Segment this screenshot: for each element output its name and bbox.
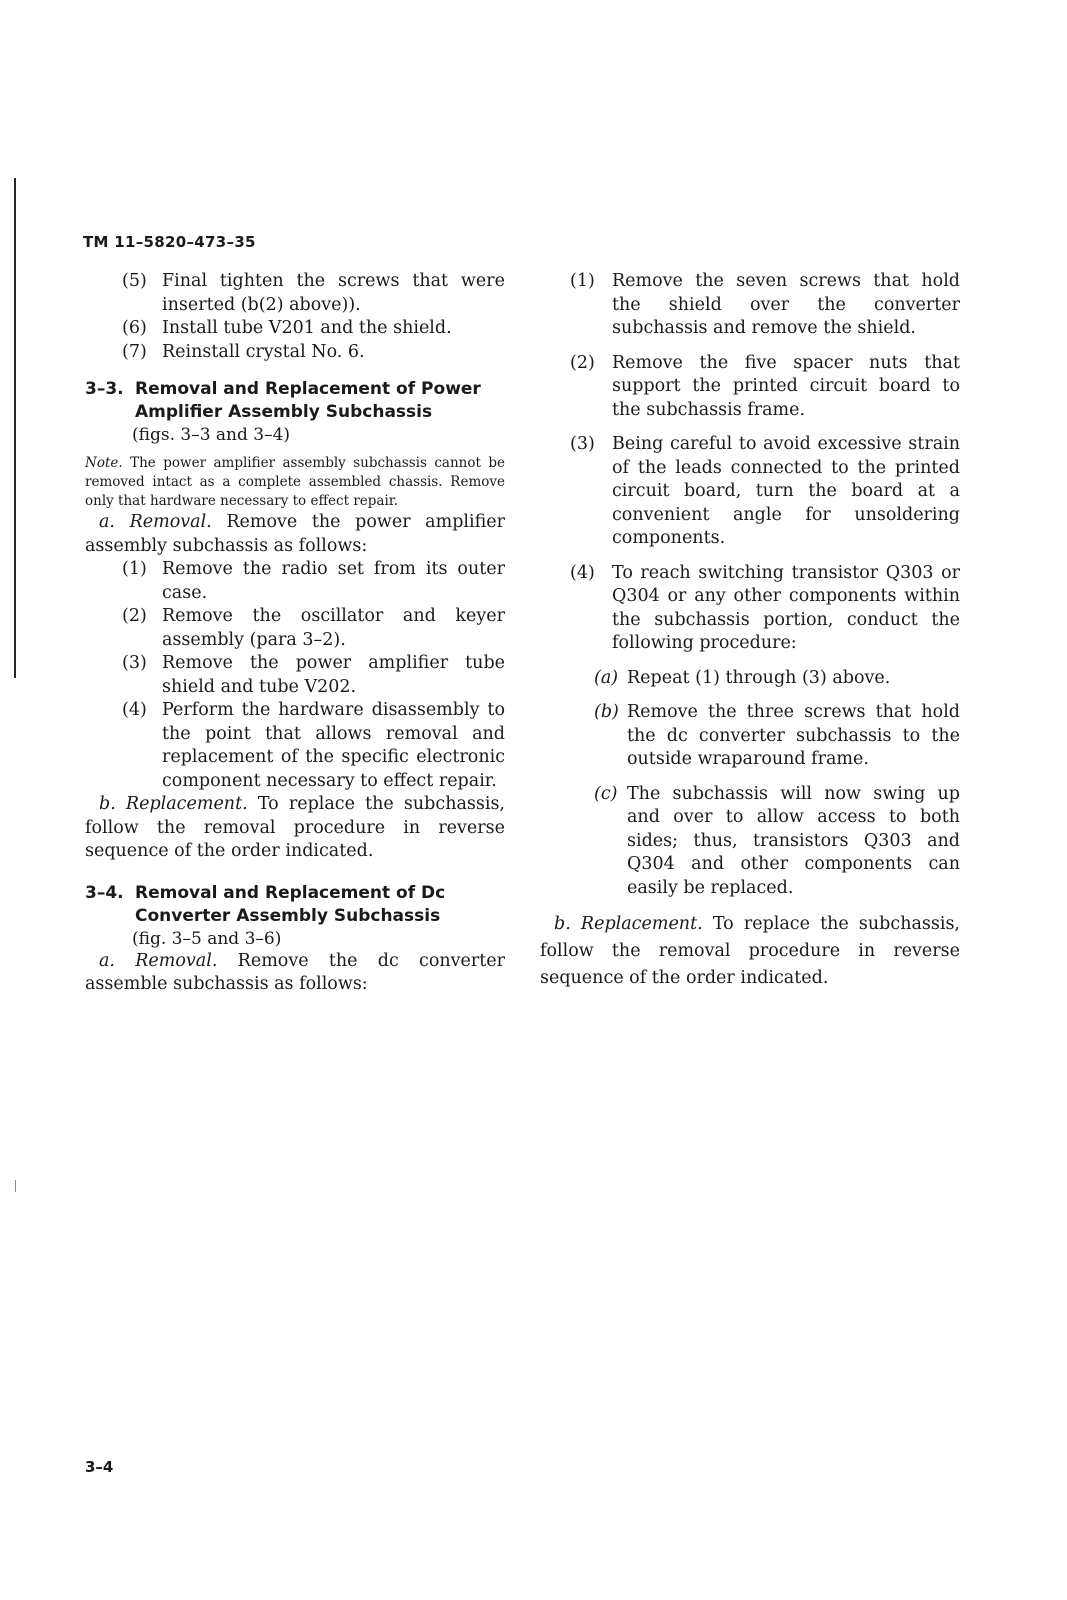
item-text: Remove the three screws that hold the dc converter subchassis to the outside wraparound frame. bbox=[627, 702, 960, 769]
item-text: Perform the hardware disassembly to the point that allows removal and replacement of the specific electronic component necessary to effect repair. bbox=[162, 700, 505, 791]
document-header: TM 11–5820–473–35 bbox=[83, 233, 256, 251]
item-number: (3) bbox=[122, 653, 147, 673]
list-item bbox=[540, 270, 960, 341]
list-item bbox=[85, 341, 505, 365]
list-item bbox=[85, 558, 505, 605]
sub-list-item bbox=[540, 783, 960, 901]
paragraph-removal bbox=[85, 950, 505, 997]
note bbox=[85, 454, 505, 511]
item-number: (4) bbox=[570, 562, 595, 583]
section-title: Removal and Replacement of Dc Converter Assembly Subchassis bbox=[135, 882, 446, 926]
section-number: 3–4. bbox=[85, 882, 124, 903]
item-number: (5) bbox=[122, 271, 147, 291]
page-edge-tick bbox=[15, 1180, 16, 1192]
item-number: (1) bbox=[122, 559, 147, 579]
paragraph-replacement bbox=[540, 911, 960, 992]
paragraph-removal bbox=[85, 511, 505, 558]
item-text: Repeat (1) through (3) above. bbox=[627, 667, 891, 688]
paragraph-label: a. Removal. bbox=[99, 512, 212, 532]
item-text: Reinstall crystal No. 6. bbox=[162, 341, 365, 362]
sub-list-item bbox=[540, 667, 960, 691]
item-text: Install tube V201 and the shield. bbox=[162, 318, 452, 338]
item-number: (a) bbox=[594, 667, 619, 688]
paragraph-replacement bbox=[85, 793, 505, 864]
page-number: 3–4 bbox=[85, 1458, 114, 1476]
item-text: Remove the seven screws that hold the shield over the converter subchassis and remove the shield. bbox=[612, 271, 960, 338]
note-text: The power amplifier assembly subchassis cannot be removed intact as a complete assembled chassis. Remove only that hardware necessary to effect repair. bbox=[85, 455, 505, 509]
item-number: (1) bbox=[570, 271, 595, 291]
note-label: Note. bbox=[85, 455, 123, 471]
section-title: Removal and Replacement of Power Amplifier Assembly Subchassis bbox=[135, 379, 481, 422]
item-number: (b) bbox=[594, 702, 619, 722]
list-item bbox=[85, 699, 505, 793]
figure-reference: (fig. 3–5 and 3–6) bbox=[132, 928, 282, 949]
item-text: Remove the radio set from its outer case. bbox=[162, 559, 505, 603]
list-item bbox=[540, 433, 960, 551]
item-text: Final tighten the screws that were inserted (b(2) above)). bbox=[162, 271, 505, 315]
paragraph-text: To replace the subchassis, follow the removal procedure in reverse sequence of the order indicated. bbox=[540, 914, 960, 988]
item-text: Remove the oscillator and keyer assembly (para 3–2). bbox=[162, 606, 505, 650]
list-item bbox=[85, 270, 505, 317]
paragraph-label: b. Replacement. bbox=[554, 914, 703, 934]
paragraph-text: Remove the dc converter assemble subchassis as follows: bbox=[85, 950, 505, 994]
figure-reference: (figs. 3–3 and 3–4) bbox=[132, 425, 291, 445]
paragraph-text: Remove the power amplifier assembly subchassis as follows: bbox=[85, 512, 505, 556]
sub-list-item bbox=[540, 701, 960, 772]
paragraph-label: b. Replacement. bbox=[99, 794, 248, 814]
item-number: (4) bbox=[122, 700, 147, 720]
right-column bbox=[540, 270, 960, 992]
list-item bbox=[85, 605, 505, 652]
section-heading-3-3 bbox=[85, 378, 505, 424]
left-column bbox=[85, 270, 505, 997]
section-number: 3–3. bbox=[85, 379, 124, 399]
item-number: (2) bbox=[570, 352, 595, 373]
item-number: (c) bbox=[594, 783, 618, 804]
list-item bbox=[540, 352, 960, 423]
list-item bbox=[85, 652, 505, 699]
section-heading-3-4 bbox=[85, 882, 505, 928]
item-text: To reach switching transistor Q303 or Q304 or any other components within the subchassis portion, conduct the following procedure: bbox=[612, 562, 960, 653]
item-text: Remove the power amplifier tube shield and tube V202. bbox=[162, 653, 505, 697]
item-text: Remove the five spacer nuts that support the printed circuit board to the subchassis frame. bbox=[612, 352, 960, 420]
item-number: (6) bbox=[122, 318, 147, 338]
item-number: (3) bbox=[570, 434, 595, 454]
item-text: Being careful to avoid excessive strain of the leads connected to the printed circuit board, turn the board at a convenient angle for unsoldering components. bbox=[612, 434, 960, 548]
item-number: (2) bbox=[122, 606, 147, 626]
page-edge-line bbox=[14, 178, 16, 678]
paragraph-label: a. Removal. bbox=[99, 950, 218, 971]
paragraph-text: To replace the subchassis, follow the removal procedure in reverse sequence of the order indicated. bbox=[85, 794, 505, 861]
item-number: (7) bbox=[122, 341, 147, 362]
list-item bbox=[85, 317, 505, 341]
item-text: The subchassis will now swing up and over to allow access to both sides; thus, transistors Q303 and Q304 and other components can easily be replaced. bbox=[627, 783, 960, 898]
list-item bbox=[540, 562, 960, 656]
